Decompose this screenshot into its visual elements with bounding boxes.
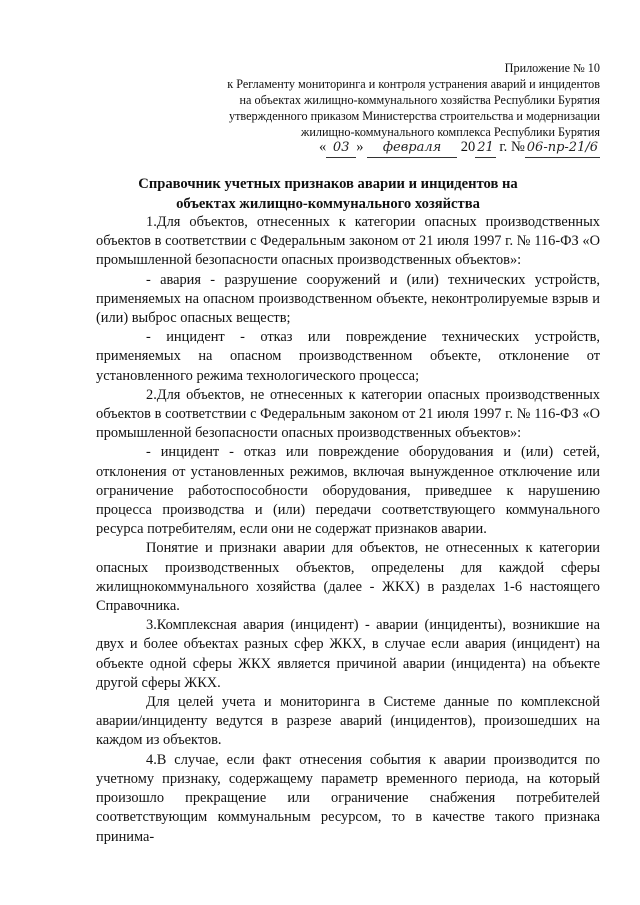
order-date-number-line bbox=[180, 138, 600, 158]
appendix-line: жилищно-коммунального комплекса Республики Бурятия bbox=[300, 125, 600, 139]
title-line-1: Справочник учетных признаков аварии и инцидентов на bbox=[138, 176, 518, 192]
order-year-prefix: 20 bbox=[460, 139, 476, 155]
document-title bbox=[96, 174, 560, 214]
appendix-number: Приложение № 10 bbox=[504, 61, 600, 75]
appendix-line: к Регламенту мониторинга и контроля устранения аварий и инцидентов bbox=[227, 77, 600, 91]
paragraph-accounting-sign: 4.В случае, если факт отнесения события к аварии производится по учетному признаку, содержащему параметр временного периода, на который произошло прекращение или ограничение снабжения потребителей соответствующим коммунальным ресурсом, то в качестве такого признака принима- bbox=[96, 751, 600, 845]
order-number-label: № bbox=[510, 139, 525, 155]
order-month-handwritten: февраля bbox=[367, 139, 457, 158]
order-day-handwritten: 03 bbox=[326, 139, 356, 158]
order-year-label: г. bbox=[499, 139, 508, 155]
paragraph-incident-definition: - инцидент - отказ или повреждение технических устройств, применяемых на опасном производственном объекте, отклонение от установленного режима технологического процесса; bbox=[96, 329, 600, 384]
quote-close: » bbox=[356, 139, 364, 155]
paragraph-accident-signs: Понятие и признаки аварии для объектов, не отнесенных к категории опасных производственных объектов, определены для каждой сферы жилищнокоммунального хозяйства (далее - ЖКХ) в разделах 1-6 настоящего Справочника. bbox=[96, 540, 600, 615]
paragraph-incident-non-hazardous: - инцидент - отказ или повреждение оборудования и (или) сетей, отклонения от установленных режимов, включая вынужденное отключение или ограничение работоспособности оборудования, приведшее к нарушению процесса производства и (или) передачи соответствующего коммунального ресурса потребителям, если они не содержат признаков аварии. bbox=[96, 444, 600, 538]
paragraph-complex-accident: 3.Комплексная авария (инцидент) - аварии (инциденты), возникшие на двух и более объектах разных сфер ЖКХ, в случае если авария (инцидент) на объекте одной сферы ЖКХ является причиной аварии (инцидента) на объекте другой сферы ЖКХ. bbox=[96, 617, 600, 691]
order-number-handwritten: 06-пр-21/6 bbox=[525, 139, 600, 158]
appendix-header bbox=[180, 60, 600, 140]
appendix-line: утвержденного приказом Министерства строительства и модернизации bbox=[228, 109, 600, 123]
title-line-2: объектах жилищно-коммунального хозяйства bbox=[176, 196, 480, 212]
quote-open: « bbox=[318, 139, 327, 155]
paragraph-non-hazardous-objects: 2.Для объектов, не отнесенных к категории опасных производственных объектов в соответствии с Федеральным законом от 21 июля 1997 г. № 116-ФЗ «О промышленной безопасности опасных производственных объектов»: bbox=[96, 386, 600, 442]
paragraph-monitoring: Для целей учета и мониторинга в Системе данные по комплексной аварии/инциденту ведутся в разрезе аварий (инцидентов), произошедших на каждом из объектов. bbox=[96, 694, 600, 749]
document-body bbox=[96, 213, 600, 847]
paragraph-accident-definition: - авария - разрушение сооружений и (или) технических устройств, применяемых на опасном производственном объекте, неконтролируемые взрыв и (или) выброс опасных веществ; bbox=[96, 271, 600, 327]
order-year-handwritten: 21 bbox=[475, 139, 496, 158]
paragraph-hazardous-objects: 1.Для объектов, отнесенных к категории опасных производственных объектов в соответствии с Федеральным законом от 21 июля 1997 г. № 116-ФЗ «О промышленной безопасности опасных производственных объектов»: bbox=[96, 214, 600, 269]
appendix-line: на объектах жилищно-коммунального хозяйства Республики Бурятия bbox=[239, 93, 600, 107]
